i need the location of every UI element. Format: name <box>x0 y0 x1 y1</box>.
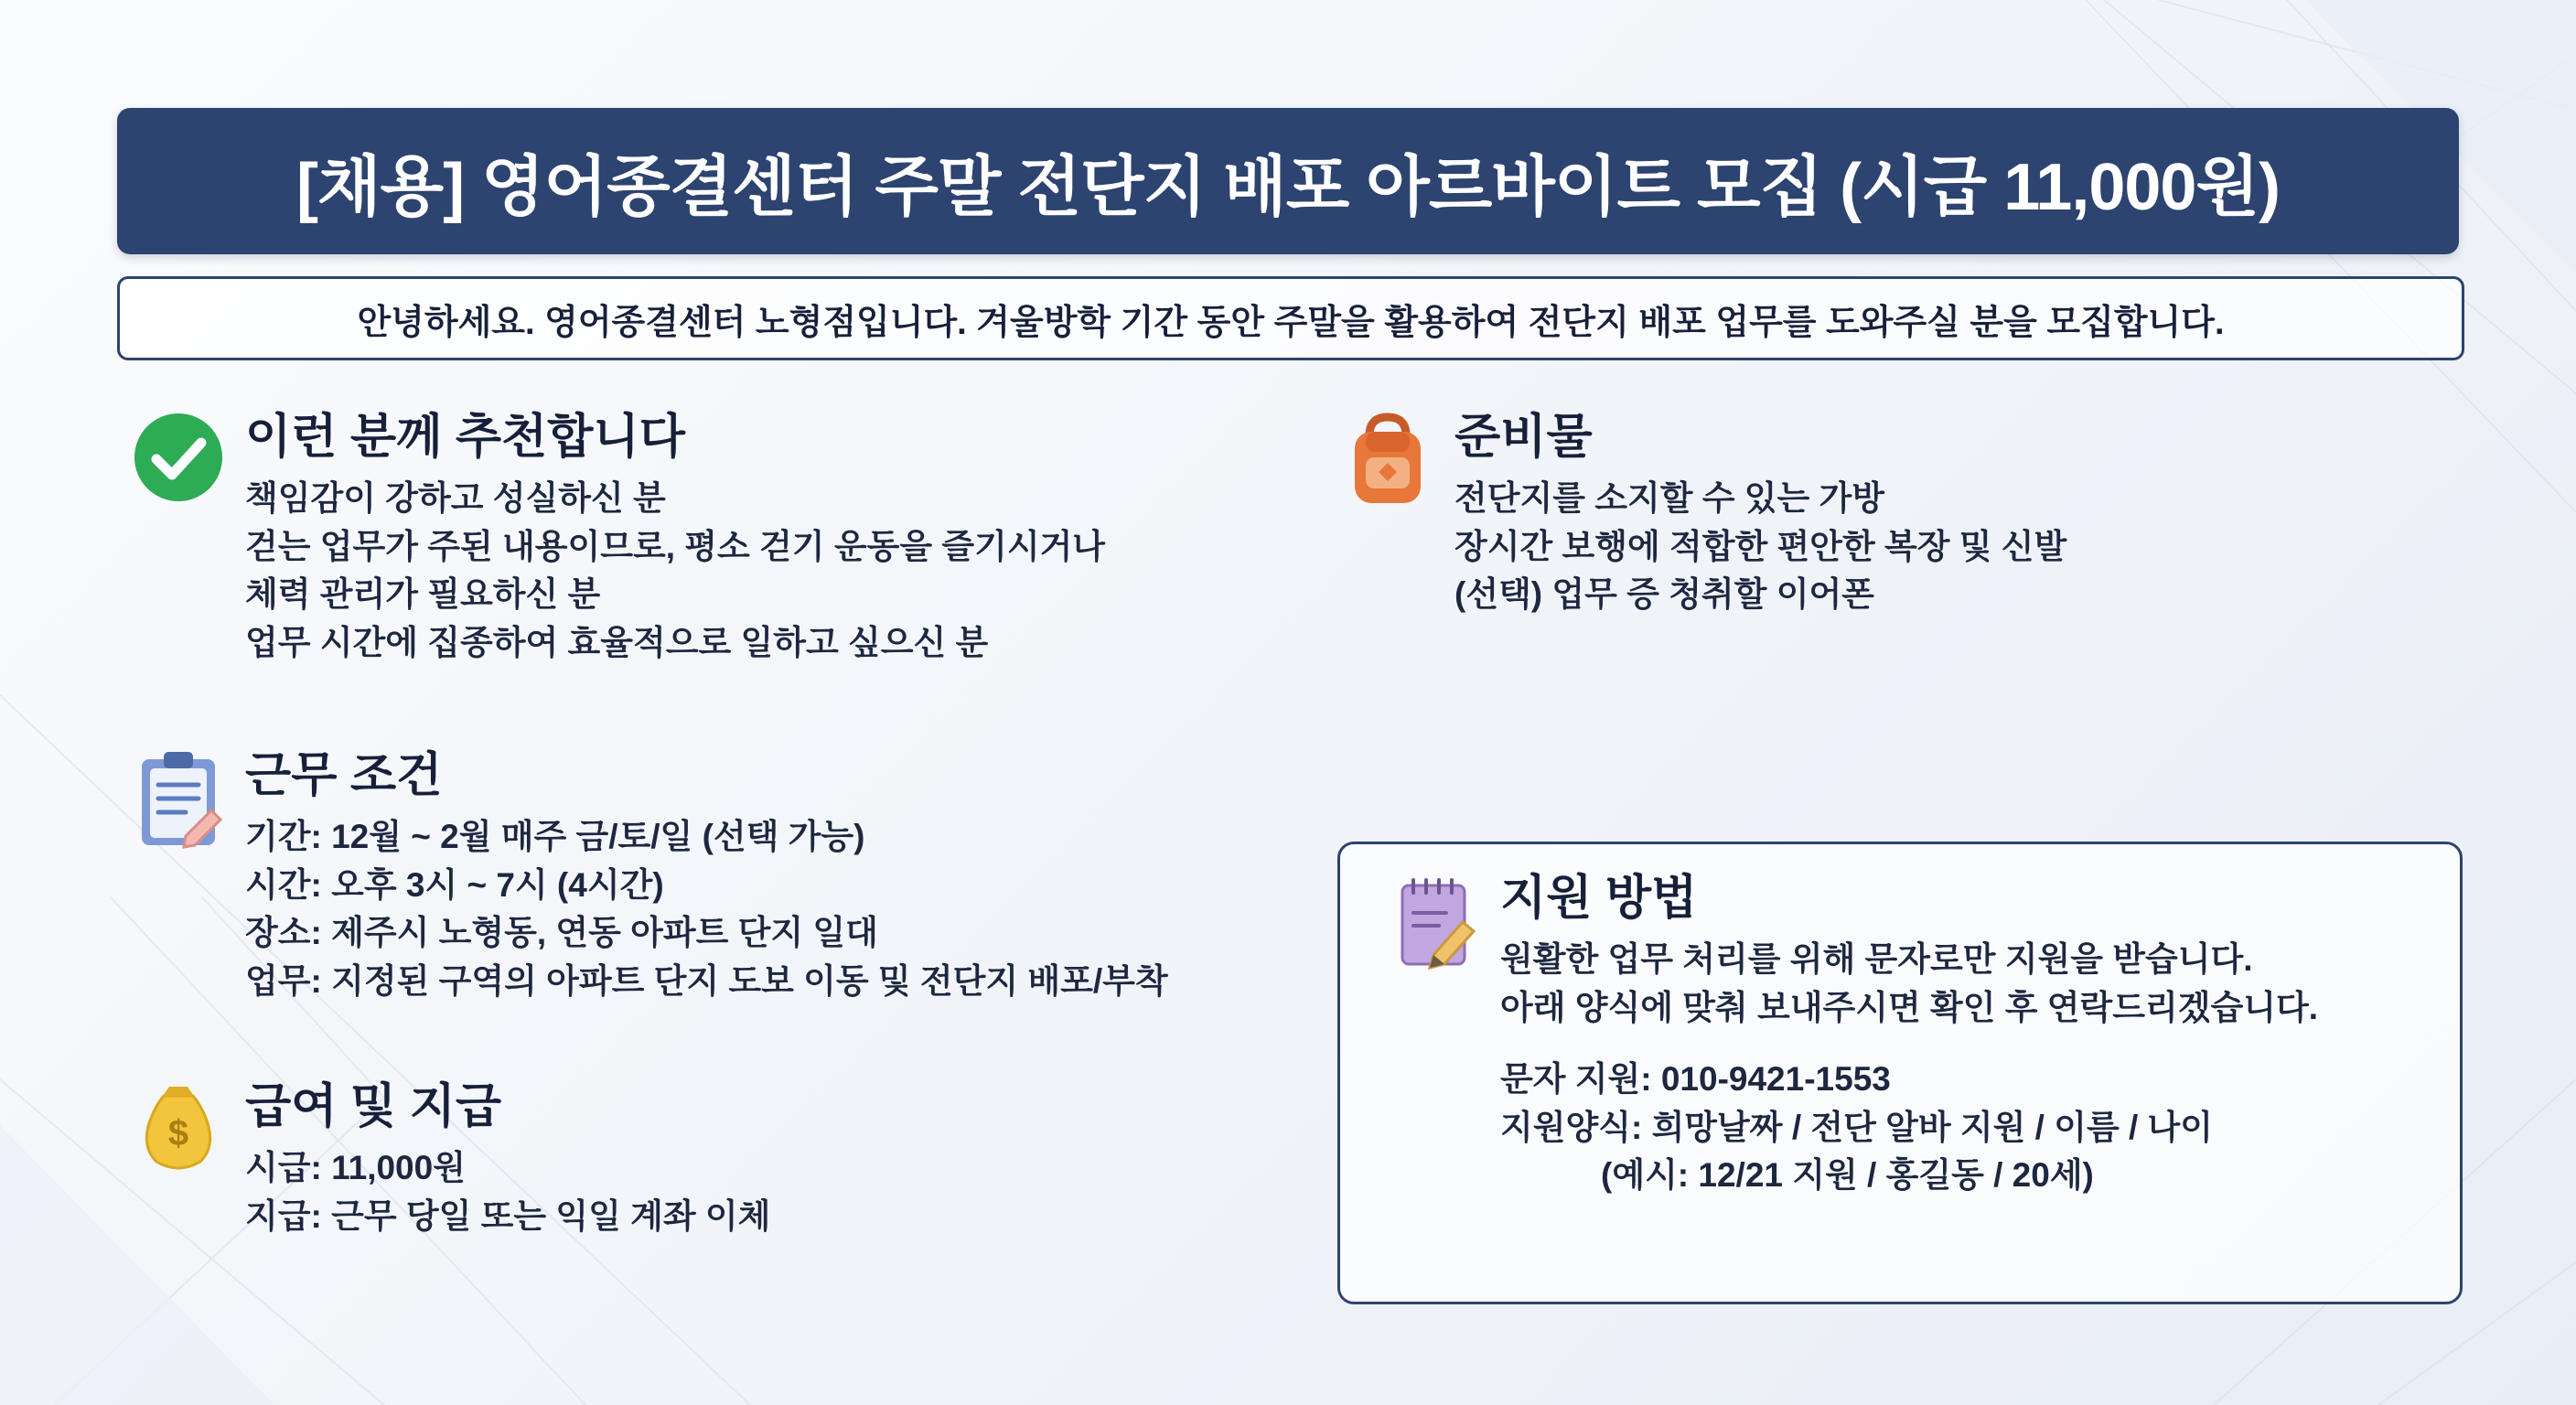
section-recommend-body <box>245 410 1105 667</box>
money-bag-icon <box>128 1079 229 1180</box>
page-title: [채용] 영어종결센터 주말 전단지 배포 아르바이트 모집 (시급 11,000원) <box>296 151 2280 224</box>
section-recommend-line-2: 걷는 업무가 주된 내용이므로, 평소 걷기 운동을 즐기시거나 <box>245 527 1106 565</box>
section-conditions-line-3: 장소: 제주시 노형동, 연동 아파트 단지 일대 <box>245 914 878 952</box>
section-supplies-line-1: 전단지를 소지할 수 있는 가방 <box>1454 479 1885 518</box>
section-supplies-line-2: 장시간 보행에 적합한 편안한 복장 및 신발 <box>1454 527 2067 565</box>
section-supplies <box>1337 410 2066 619</box>
section-recommend-title: 이런 분께 추천합니다 <box>245 411 685 464</box>
section-conditions-title: 근무 조건 <box>245 749 443 802</box>
svg-text:$: $ <box>167 1113 189 1153</box>
section-conditions-line-1: 기간: 12월 ~ 2월 매주 금/토/일 (선택 가능) <box>245 818 865 856</box>
section-pay-body <box>245 1079 770 1240</box>
apply-form: 지원양식: 희망날짜 / 전단 알바 지원 / 이름 / 나이 <box>1500 1108 2214 1146</box>
section-apply-line-2: 아래 양식에 맞춰 보내주시면 확인 후 연락드리겠습니다. <box>1500 988 2319 1026</box>
memo-pencil-icon <box>1383 871 1484 971</box>
apply-example: (예시: 12/21 지원 / 홍길동 / 20세) <box>1601 1156 2094 1195</box>
section-apply-spacer <box>1500 1032 2318 1056</box>
section-supplies-body <box>1454 410 2066 619</box>
section-pay <box>128 1079 770 1240</box>
section-conditions-line-2: 시간: 오후 3시 ~ 7시 (4시간) <box>245 865 664 904</box>
section-apply-body <box>1500 871 2318 1200</box>
section-pay-title: 급여 및 지급 <box>245 1080 502 1133</box>
section-pay-line-1: 시급: 11,000원 <box>245 1149 466 1187</box>
poster-subtitle: 안녕하세요. 영어종결센터 노형점입니다. 겨울방학 기간 동안 주말을 활용하여 전단지 배포 업무를 도와주실 분을 모집합니다. <box>357 303 2225 342</box>
section-supplies-line-3: (선택) 업무 증 청취할 이어폰 <box>1454 575 1874 614</box>
section-pay-line-2: 지급: 근무 당일 또는 익일 계좌 이체 <box>245 1196 771 1235</box>
apply-contact: 문자 지원: 010-9421-1553 <box>1500 1060 1891 1099</box>
check-circle-icon <box>128 410 229 510</box>
section-recommend-line-4: 업무 시간에 집종하여 효율적으로 일하고 싶으신 분 <box>245 623 989 661</box>
poster-subtitle-box <box>117 276 2464 360</box>
section-conditions-body <box>245 748 1168 1005</box>
section-recommend-line-1: 책임감이 강하고 성실하신 분 <box>245 479 666 518</box>
section-apply-title: 지원 방법 <box>1500 872 1698 925</box>
section-apply <box>1383 871 2318 1200</box>
section-recommend-line-3: 체력 관리가 필요하신 분 <box>245 575 601 614</box>
clipboard-icon <box>128 748 229 849</box>
poster-title-bar <box>117 108 2459 254</box>
section-conditions <box>128 748 1168 1005</box>
backpack-icon <box>1337 410 1438 510</box>
section-recommend <box>128 410 1105 667</box>
section-apply-line-1: 원활한 업무 처리를 위해 문자로만 지원을 받습니다. <box>1500 940 2253 979</box>
section-conditions-line-4: 업무: 지정된 구역의 아파트 단지 도보 이동 및 전단지 배포/부착 <box>245 961 1168 1000</box>
section-supplies-title: 준비물 <box>1454 411 1593 464</box>
